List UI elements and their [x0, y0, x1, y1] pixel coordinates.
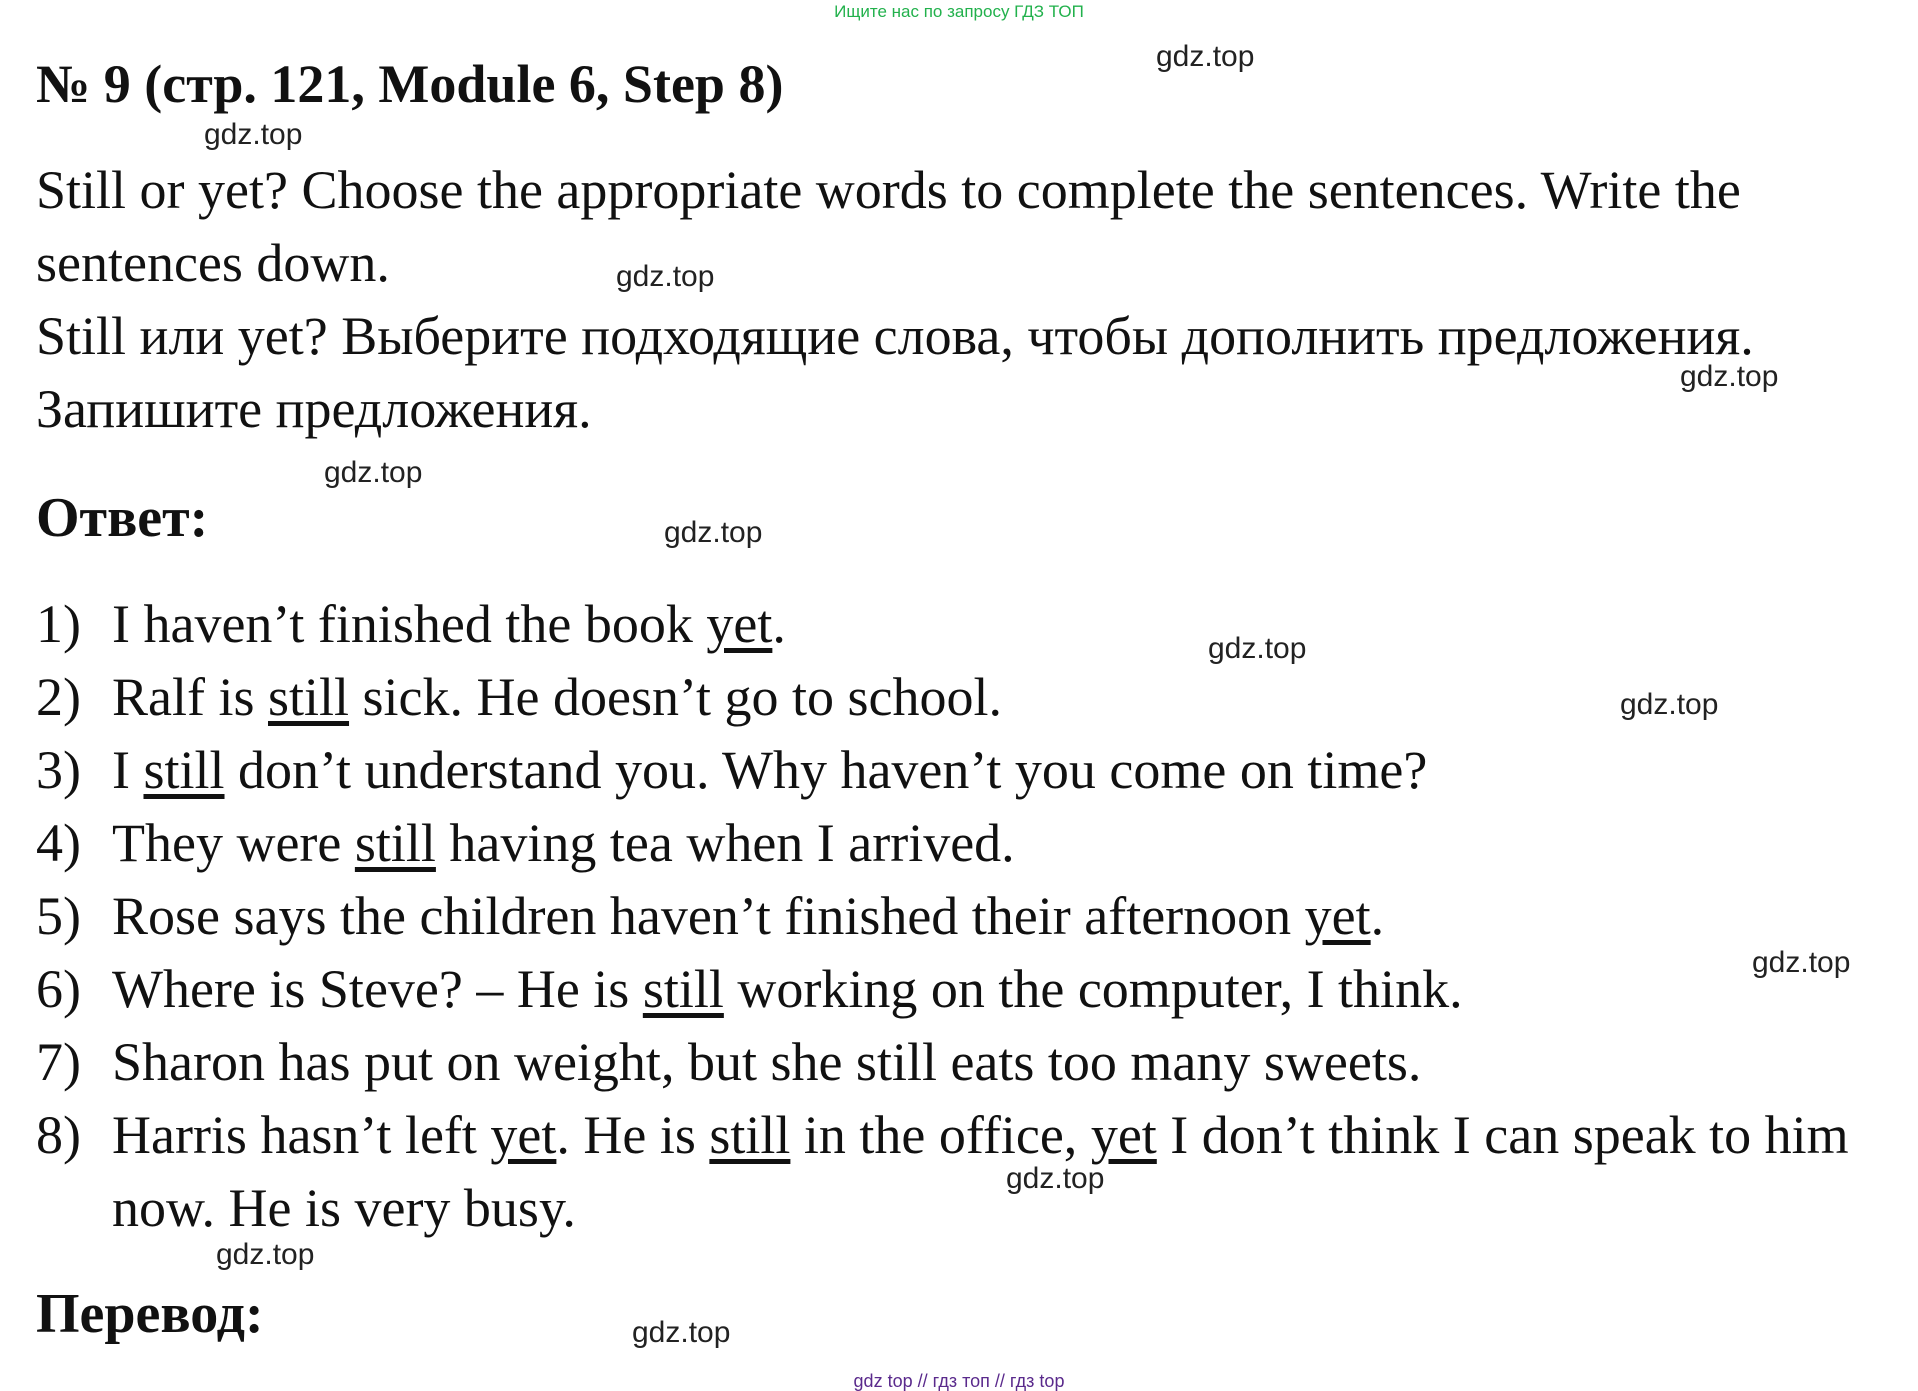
underlined-word: still: [354, 813, 436, 873]
watermark: gdz.top: [632, 1316, 731, 1349]
underlined-word: still: [642, 959, 724, 1019]
answer-text: They were still having tea when I arrived.: [112, 813, 1015, 873]
watermark: gdz.top: [1620, 688, 1719, 721]
underlined-word: yet: [1090, 1105, 1157, 1165]
answer-heading: Ответ:: [36, 487, 209, 549]
answer-item: [36, 1026, 1876, 1099]
answer-number: 1): [36, 594, 81, 654]
answer-list: [36, 588, 1876, 1245]
answer-item: [36, 734, 1876, 807]
answer-item: [36, 953, 1876, 1026]
answer-text: Where is Steve? – He is still working on the computer, I think.: [112, 959, 1463, 1019]
underlined-word: still: [268, 667, 350, 727]
answer-item: [36, 661, 1876, 734]
answer-text: Harris hasn’t left yet. He is still in the office, yet I don’t think I can speak to him now. He is very busy.: [112, 1105, 1849, 1238]
watermark: gdz.top: [1752, 946, 1851, 979]
answer-number: 3): [36, 740, 81, 800]
answer-item: [36, 588, 1876, 661]
answer-text: Ralf is still sick. He doesn’t go to school.: [112, 667, 1002, 727]
answer-text: I haven’t finished the book yet.: [112, 594, 786, 654]
watermark: gdz.top: [1006, 1162, 1105, 1195]
answer-text: Rose says the children haven’t finished their afternoon yet.: [112, 886, 1385, 946]
watermark: gdz.top: [216, 1238, 315, 1271]
watermark: gdz.top: [204, 118, 303, 151]
watermark: gdz.top: [1680, 360, 1779, 393]
answer-item: [36, 880, 1876, 953]
watermark: gdz.top: [324, 456, 423, 489]
answer-number: 7): [36, 1032, 81, 1092]
underlined-word: yet: [490, 1105, 557, 1165]
underlined-word: still: [709, 1105, 791, 1165]
answer-item: [36, 1099, 1876, 1245]
watermark: gdz.top: [1156, 40, 1255, 73]
underlined-word: yet: [706, 594, 773, 654]
translation-heading: Перевод:: [36, 1283, 264, 1345]
task-instruction-ru: Still или yet? Выберите подходящие слова, чтобы дополнить предложения. Запишите предложения.: [36, 306, 1754, 439]
underlined-word: still: [143, 740, 225, 800]
search-hint: Ищите нас по запросу ГДЗ ТОП: [834, 2, 1084, 21]
task-instruction-en: Still or yet? Choose the appropriate words to complete the sentences. Write the sentences down.: [36, 160, 1741, 293]
watermark: gdz.top: [616, 260, 715, 293]
answer-number: 2): [36, 667, 81, 727]
watermark: gdz.top: [1208, 632, 1307, 665]
answer-number: 6): [36, 959, 81, 1019]
answer-number: 4): [36, 813, 81, 873]
watermark: gdz.top: [664, 516, 763, 549]
exercise-title: № 9 (стр. 121, Module 6, Step 8): [36, 54, 784, 114]
underlined-word: yet: [1304, 886, 1371, 946]
answer-text: Sharon has put on weight, but she still eats too many sweets.: [112, 1032, 1422, 1092]
answer-item: [36, 807, 1876, 880]
answer-text: I still don’t understand you. Why haven’t you come on time?: [112, 740, 1428, 800]
answer-number: 8): [36, 1105, 81, 1165]
answer-number: 5): [36, 886, 81, 946]
footer-watermark: gdz top // гдз топ // гдз top: [853, 1371, 1065, 1391]
